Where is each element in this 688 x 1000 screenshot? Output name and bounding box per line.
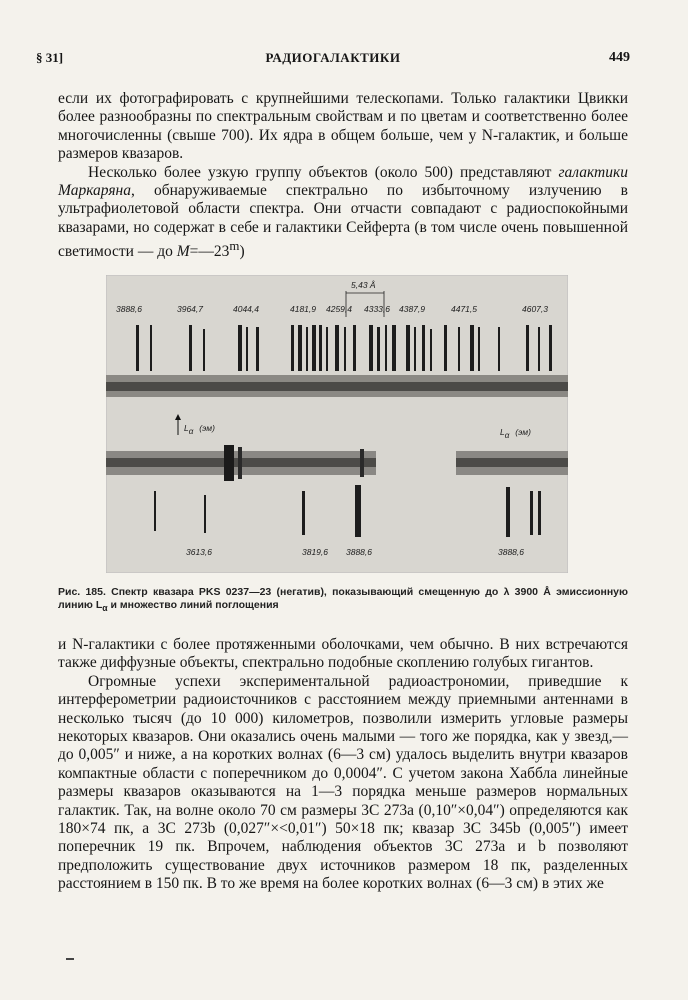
- paragraph: Огромные успехи экспериментальной радиоастрономии, приведшие к интерферометрии радиоисточников с расстоянием между приемными антеннами в несколько тысяч (до 10 000) километров, позволили измерить угловые размеры некоторых квазаров. Они оказались очень малыми — того же порядка, как у звезд,— до 0,005″ и ниже, а на коротких волнах (6—3 см) удалось выделить внутри квазаров компактные области с поперечником до 0,0004″. С учетом закона Хаббла линейные размеры квазаров оказываются на 1—3 порядка меньше размеров нормальных галактик. Так, на волне около 70 см размеры 3С 273a (0,10″×0,04″) определяются как 180×74 пк, а 3С 273b (0,027″×<0,01″) 50×18 пк; квазар 3С 345b (0,005″) имеет поперечник 19 пк. Впрочем, наблюдения объектов 3С 273a и b позволяют предположить существование двух источников размером 18 пк, разделенных расстоянием в 150 пк. В то же время на более коротких волнах (6—3 см) в этих же: [58, 672, 628, 893]
- lalpha-label-right: Lα (эм): [500, 427, 531, 440]
- lalpha-label-left: Lα (эм): [184, 423, 215, 436]
- scale-label: 5,43 Å: [351, 280, 376, 290]
- wavelength-label: 3613,6: [186, 547, 212, 557]
- paragraph: если их фотографировать с крупнейшими телескопами. Только галактики Цвикки более разнообразны по спектральным свойствам и по цветам и соответственно более многочисленны (свыше 700). Их ядра в общем больше, чем у N-галактик, и больше размеров квазаров.: [58, 90, 628, 163]
- page-mark: [66, 958, 74, 960]
- magnitude-symbol: M: [176, 243, 190, 261]
- lalpha-symbol: $L_\alpha$: [95, 599, 108, 614]
- emission-line: [224, 445, 234, 481]
- figure-caption: Рис. 185. Спектр квазара PKS 0237—23 (негатив), показывающий смещенную до λ 3900 Å эмиссионную линию $L_\alpha$ и множество линий поглощения: [58, 586, 628, 614]
- emphasis-term: галактики Маркаряна: [58, 163, 628, 200]
- body-text-top: [58, 90, 628, 262]
- emission-line: [238, 447, 242, 479]
- paragraph: и N-галактики с более протяженными оболочками, чем обычно. В них встречаются также диффузные объекты, спектрально подобные скоплению голубых гигантов.: [58, 636, 628, 672]
- wavelength-label: 3888,6: [498, 547, 524, 557]
- spectrum-figure: [106, 275, 568, 573]
- running-header: [36, 50, 630, 68]
- wavelength-label: 4181,9: [290, 304, 316, 314]
- wavelength-label: 4387,9: [399, 304, 425, 314]
- plate-background: [106, 275, 568, 573]
- section-marker: § 31]: [36, 50, 64, 65]
- wavelength-label: 4471,5: [451, 304, 477, 314]
- wavelength-label: 3888,6: [346, 547, 372, 557]
- paragraph: Несколько более узкую группу объектов (около 500) представляют галактики Маркаряна, обнаруживаемые спектрально по избыточному излучению в ультрафиолетовой области спектра. Они отчасти совпадают с радиоспокойными квазарами, но содержат в себе и галактики Сейферта (в том числе очень повышенной светимости — до $M=—23^m$): [58, 163, 628, 261]
- wavelength-label: 4607,3: [522, 304, 548, 314]
- magnitude-superscript: m: [229, 238, 240, 254]
- wavelength-label: 4044,4: [233, 304, 259, 314]
- page-number: 449: [609, 50, 630, 65]
- wavelength-label: 4333,6: [364, 304, 390, 314]
- emission-line: [360, 449, 364, 477]
- wavelength-label: 3964,7: [177, 304, 203, 314]
- upper-band-core: [106, 382, 568, 391]
- chapter-title: РАДИОГАЛАКТИКИ: [265, 50, 401, 65]
- wavelength-label: 4259,4: [326, 304, 352, 314]
- wavelength-label: 3819,6: [302, 547, 328, 557]
- lower-band-right-core: [456, 458, 568, 467]
- wavelength-label: 3888,6: [116, 304, 142, 314]
- spectrum-plate: [106, 275, 568, 573]
- body-text-bottom: [58, 636, 628, 894]
